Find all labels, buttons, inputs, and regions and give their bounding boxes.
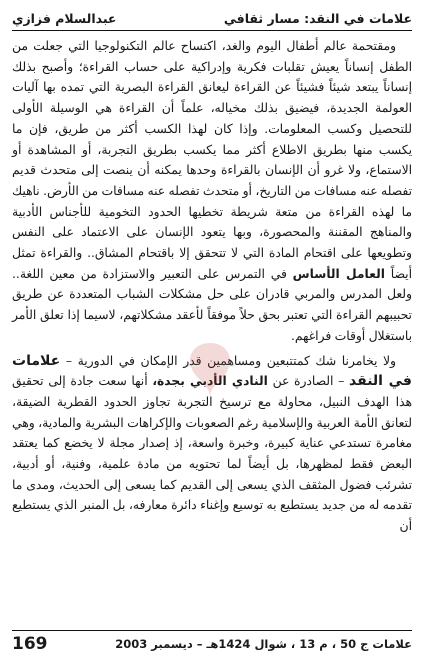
header-rule [12,30,412,31]
paragraph-1 [12,36,412,347]
paragraph-1-text: ومقتحمة عالم أطفال اليوم والغد، اكتساح عالم التكنولوجيا التي جعلت من الطفل إنساناً يعيش تقلبات فكرية وإدراكية على حساب القراءة؛ وأصبح بذلك إنساناً يبتعد شيئاً فشيئاً عن القراءة ليعانق القراءة البصرية التي تمده بها آليات العولمة الجديدة، فيضيق بذلك مخياله، علماً أن القراءة هي الوسيلة الأولى للتحصيل وكسب المعلومات. وإذا كان لهذا الكسب أكثر من طريق، فإن ما يكسب منها بطريق الاطلاع أكثر مما يكسب بطريق التجربة، أو المشاهدة أو الاستماع، ولا غرو أن الإنسان بالقراءة وحدها يمكنه أن ينصت إلى متحدث قديم تفصله عنه مسافات من التاريخ، أو متحدث تفصله عنه مسافات من الأرض. ناهيك ما لهذه القراءة من متعة شريطة تخطيها الحدود التخومية للأجناس الأدبية والمناهج المقننة والمحصورة، وبها يتعود الإنسان على الاعتماد على النفس وتطويعها على اقتحام المادة التي لا تتحقق إلا باقتحام المشاق.. والقراءة تمثل أيضاً [12,39,412,281]
paragraph-2-rest: أنها سعت جادة إلى تحقيق هذا الهدف النبيل، محاولة مع ترسيخ التجربة تجاوز الحدود القطرية الضيقة، لتعانق الأمة العربية والإسلامية رغم الصعوبات والإكراهات البشرية والمادية، وهي مغامرة تستدعي عناية كبيرة، وخبرة واسعة، إذ إصدار مجلة لا يخضع كما يعتقد البعض فقط لمظهرها، بل أيضاً لما تحتويه من مادة علمية، وفنية، أو أدبية، تشرئب فضول المثقف الذي يسعى إلى القديم كما يسعى إلى الحديث، ومدى ما تقدمه له من جديد يستطيع به توسيع وإغناء دائرة معارفه، بل المنبر الذي يستطيع أن [12,374,412,534]
bold-term: العامل الأساس [292,266,385,281]
journal-name: علامات في النقد [12,352,412,390]
paragraph-2-start: ولا يخامرنا شك كمتتبعين ومساهمين قدر الإمكان في الدورية – [65,353,396,368]
running-header [12,8,412,28]
footer-rule [12,630,412,631]
club-name: النادي الأدبي بجدة، [152,374,268,389]
issue-info: علامات ج 50 ، م 13 ، شوال 1424هـ – ديسمبر 2003 [115,637,412,651]
running-footer [12,633,412,655]
page-number: 169 [12,634,48,654]
paragraph-2 [12,351,412,537]
header-title: علامات في النقد: مسار ثقافي [223,10,412,26]
paragraph-1-end: في التمرس على التعبير والاستزادة من معين اللغة.. ولعل المدرس والمربي قادران على حل مشكلات الشباب المتعددة عن طريق تحبيبهم القراءة التي تعتبر بحق حلاً موفقاً لأعقد مشكلاتهم، لاسيما إذا تعلق الأمر باستغلال أوقات فراغهم. [12,266,412,343]
paragraph-2-mid: – الصادرة عن [272,374,345,389]
header-author: عبدالسلام فزازي [12,10,117,26]
article-body [12,36,412,605]
